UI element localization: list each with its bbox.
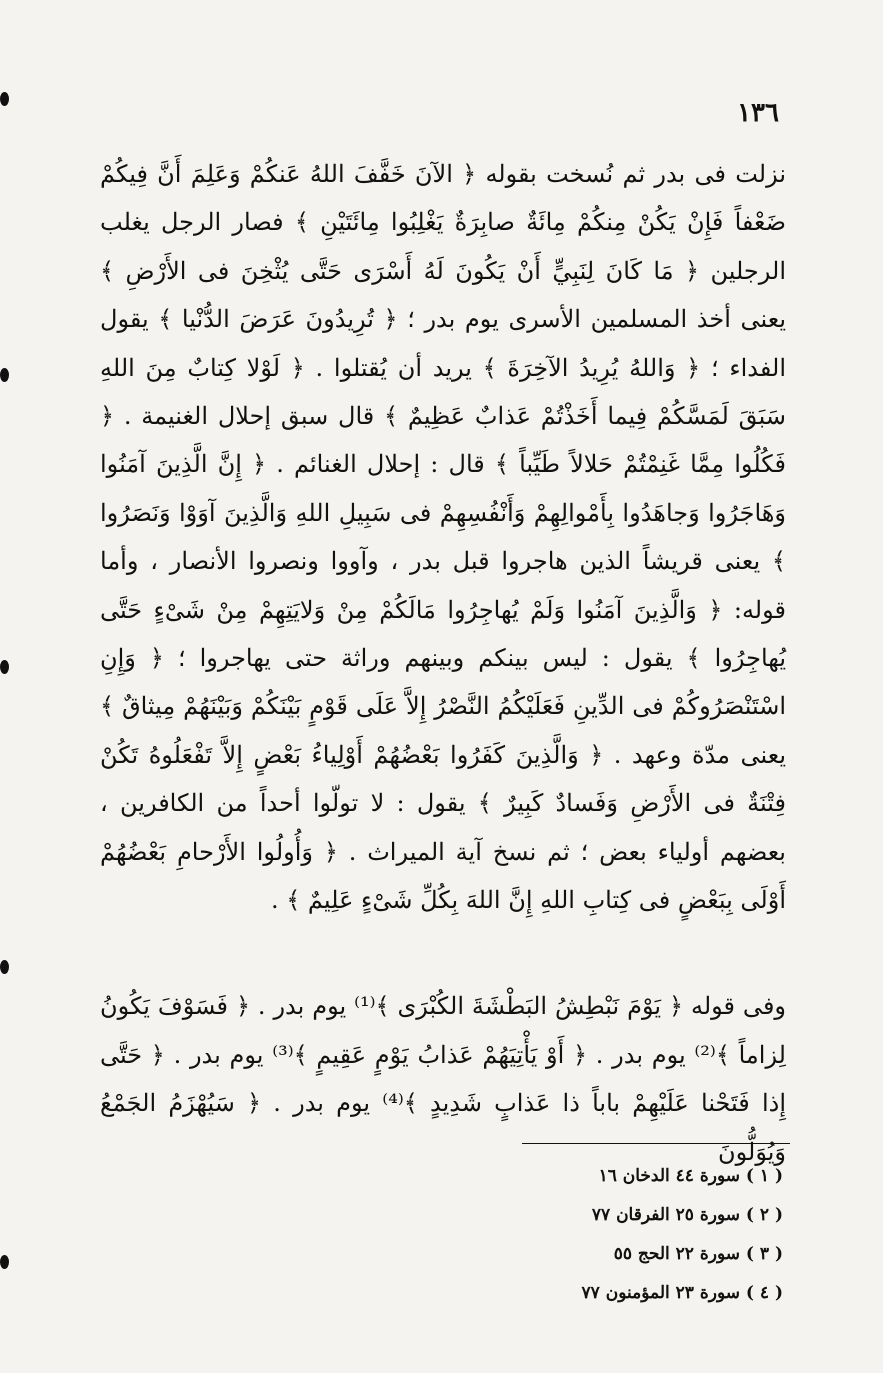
- binding-mark: [0, 660, 9, 674]
- footnote-item: ( ٤ ) سورة ٢٣ المؤمنون ٧٧: [581, 1283, 783, 1303]
- footnote-item: ( ١ ) سورة ٤٤ الدخان ١٦: [598, 1166, 783, 1186]
- paragraph-text: وفى قوله ﴿ يَوْمَ نَبْطِشُ البَطْشَةَ الكُبْرَى ﴾⁽¹⁾ يوم بدر . ﴿ فَسَوْفَ يَكُونُ لِزاماً ﴾⁽²⁾ يوم بدر . ﴿ أَوْ يَأْتِيَهُمْ عَذابُ يَوْمٍ عَقِيمٍ ﴾⁽³⁾ يوم بدر . ﴿ حَتَّى إِذا فَتَحْنا عَلَيْهِمْ باباً ذا عَذابٍ شَدِيدٍ ﴾⁽⁴⁾ يوم بدر . ﴿ سَيُهْزَمُ الجَمْعُ وَيُوَلُّونَ: [100, 992, 787, 1166]
- binding-mark: [0, 960, 9, 974]
- binding-mark: [0, 1255, 9, 1269]
- footnote-divider: [522, 1143, 790, 1144]
- binding-mark: [0, 92, 9, 106]
- footnotes: [483, 1157, 783, 1313]
- page-number: ١٣٦: [737, 98, 779, 128]
- paragraph-text: نزلت فى بدر ثم نُسخت بقوله ﴿ الآنَ خَفَّفَ اللهُ عَنكُمْ وَعَلِمَ أَنَّ فِيكُمْ ضَعْفاً فَإِنْ يَكُنْ مِنكُمْ مِائَةٌ صابِرَةٌ يَغْلِبُوا مِائَتَيْنِ ﴾ فصار الرجل يغلب الرجلين ﴿ مَا كَانَ لِنَبِيٍّ أَنْ يَكُونَ لَهُ أَسْرَى حَتَّى يُثْخِنَ فى الأَرْضِ ﴾ يعنى أخذ المسلمين الأسرى يوم بدر ؛ ﴿ تُرِيدُونَ عَرَضَ الدُّنْيا ﴾ يقول الفداء ؛ ﴿ وَاللهُ يُرِيدُ الآخِرَةَ ﴾ يريد أن يُقتلوا . ﴿ لَوْلا كِتابٌ مِنَ اللهِ سَبَقَ لَمَسَّكُمْ فِيما أَخَذْتُمْ عَذابٌ عَظِيمٌ ﴾ قال سبق إحلال الغنيمة . ﴿ فَكُلُوا مِمَّا غَنِمْتُمْ حَلالاً طَيِّباً ﴾ قال : إحلال الغنائم . ﴿ إِنَّ الَّذِينَ آمَنُوا وَهَاجَرُوا وَجاهَدُوا بِأَمْوالِهِمْ وَأَنْفُسِهِمْ فى سَبِيلِ اللهِ وَالَّذِينَ آوَوْا وَنَصَرُوا ﴾ يعنى قريشاً الذين هاجروا قبل بدر ، وآووا ونصروا الأنصار ، وأما قوله: ﴿ وَالَّذِينَ آمَنُوا وَلَمْ يُهاجِرُوا مَالَكُمْ مِنْ وَلايَتِهِمْ مِنْ شَىْءٍ حَتَّى يُهاجِرُوا ﴾ يقول : ليس بينكم وبينهم وراثة حتى يهاجروا ؛ ﴿ وَإِنِ اسْتَنْصَرُوكُمْ فى الدِّينِ فَعَلَيْكُمُ النَّصْرُ إِلاَّ عَلَى قَوْمٍ بَيْنَكُمْ وَبَيْنَهُمْ مِيثاقٌ ﴾ يعنى مدّة وعهد . ﴿ وَالَّذِينَ كَفَرُوا بَعْضُهُمْ أَوْلِياءُ بَعْضٍ إِلاَّ تَفْعَلُوهُ تَكُنْ فِتْنَةٌ فى الأَرْضِ وَفَسادٌ كَبِيرٌ ﴾ يقول : لا تولّوا أحداً من الكافرين ، بعضهم أولياء بعض ؛ ثم نسخ آية الميراث . ﴿ وَأُولُوا الأَرْحامِ بَعْضُهُمْ أَوْلَى بِبَعْضٍ فى كِتابِ اللهِ إِنَّ اللهَ بِكُلِّ شَىْءٍ عَلِيمٌ ﴾ .: [100, 160, 787, 915]
- footnote-item: ( ٢ ) سورة ٢٥ الفرقان ٧٧: [591, 1205, 783, 1225]
- main-paragraph: [100, 150, 786, 925]
- footnote-item: ( ٣ ) سورة ٢٢ الحج ٥٥: [613, 1244, 783, 1264]
- binding-mark: [0, 368, 9, 382]
